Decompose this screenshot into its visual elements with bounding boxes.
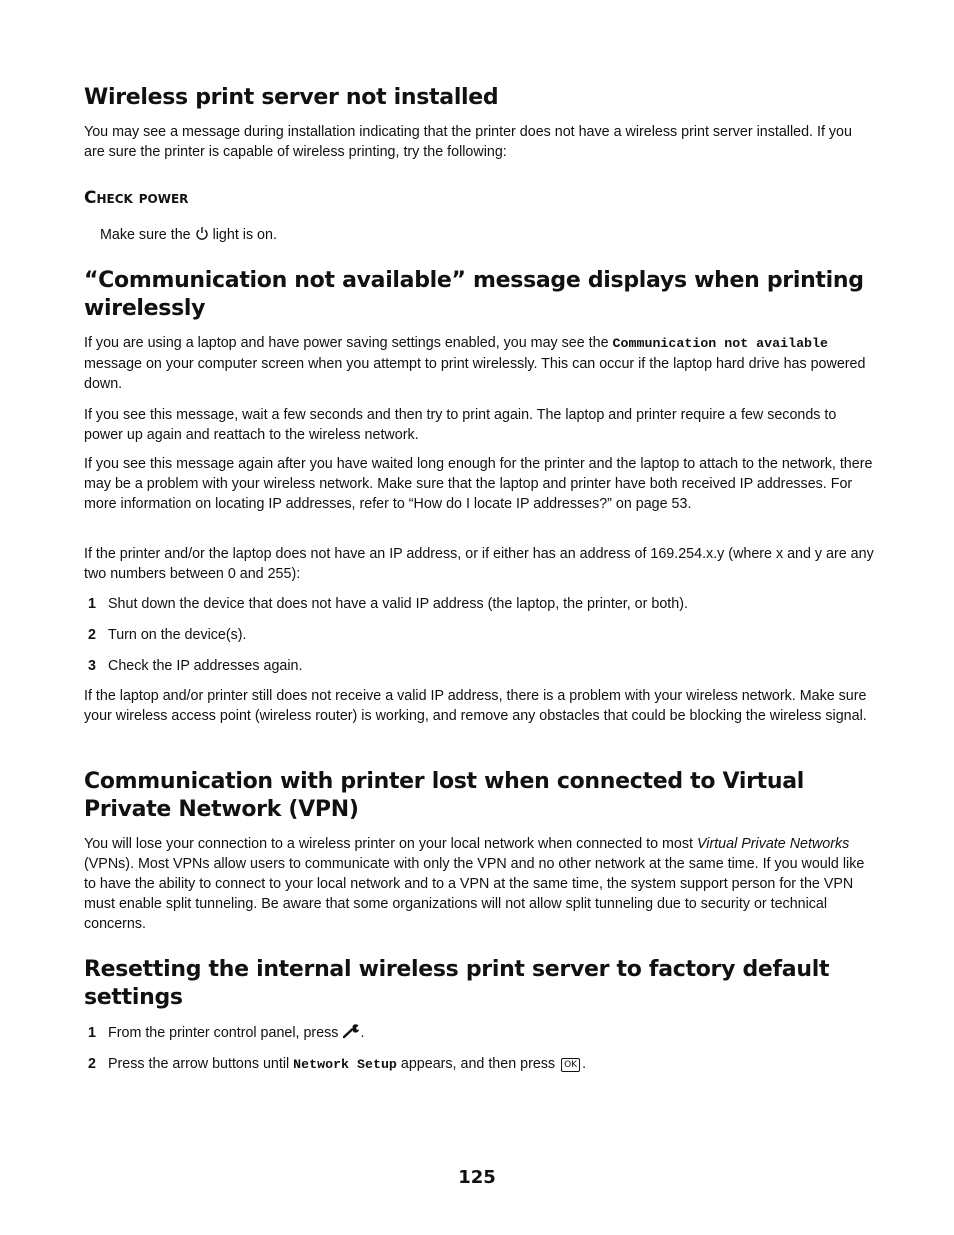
step-number: 2 xyxy=(88,627,96,643)
step-text: From the printer control panel, press . xyxy=(108,1025,365,1041)
power-icon xyxy=(195,226,209,241)
step-text: Shut down the device that does not have a valid IP address (the laptop, the printer, or both). xyxy=(108,596,688,612)
step-text: Press the arrow buttons until Network Setup appears, and then press OK . xyxy=(108,1056,587,1072)
heading-reset-print-server: Resetting the internal wireless print server to factory default settings xyxy=(84,957,830,1010)
term-virtual-private-networks: Virtual Private Networks xyxy=(696,836,850,852)
code-network-setup: Network Setup xyxy=(293,1057,397,1072)
code-communication-not-available: Communication not available xyxy=(612,336,828,351)
paragraph-print-server-intro: You may see a message during installation indicating that the printer does not have a wireless print server installed. If you are sure the printer is capable of wireless printing, try the following: xyxy=(84,124,852,160)
paragraph-no-ip-address: If the printer and/or the laptop does not have an IP address, or if either has an address of 169.254.x.y (where x and y are any two numbers between 0 and 255): xyxy=(84,546,874,582)
subheading-check-power: Check power xyxy=(84,188,189,208)
ok-button-icon: OK xyxy=(561,1058,580,1072)
heading-wireless-print-server: Wireless print server not installed xyxy=(84,85,499,110)
paragraph-check-power: Make sure the light is on. xyxy=(100,227,277,243)
heading-communication-not-available: “Communication not available” message displays when printing wirelessly xyxy=(84,268,864,321)
step-number: 2 xyxy=(88,1056,96,1072)
step-number: 1 xyxy=(88,1025,96,1041)
heading-vpn-connection-lost: Communication with printer lost when connected to Virtual Private Network (VPN) xyxy=(84,769,805,822)
paragraph-network-problem: If you see this message again after you have waited long enough for the printer and the laptop to attach to the network, there may be a problem with your wireless network. Make sure that the laptop and printer have both received IP addresses. For more information on locating IP addresses, refer to “How do I locate IP addresses?” on page 53. xyxy=(84,456,873,512)
step-number: 3 xyxy=(88,658,96,674)
step-number: 1 xyxy=(88,596,96,612)
wrench-icon xyxy=(342,1023,360,1039)
paragraph-laptop-power-saving: If you are using a laptop and have power saving settings enabled, you may see the Communication not available message on your computer screen when you attempt to print wirelessly. This can occur if the laptop hard drive has powered down. xyxy=(84,335,866,392)
paragraph-invalid-ip: If the laptop and/or printer still does not receive a valid IP address, there is a problem with your wireless network. Make sure your wireless access point (wireless router) is working, and remove any obstacles that could be blocking the wireless signal. xyxy=(84,688,867,724)
step-text: Check the IP addresses again. xyxy=(108,658,303,674)
paragraph-wait-and-retry: If you see this message, wait a few seconds and then try to print again. The laptop and printer require a few seconds to power up again and reattach to the wireless network. xyxy=(84,407,837,443)
paragraph-vpn: You will lose your connection to a wireless printer on your local network when connected to most Virtual Private Networks (VPNs). Most VPNs allow users to communicate with only the VPN and no other network at the same time. If you would like to have the ability to connect to your local network and to a VPN at the same time, the system support person for the VPN must enable split tunneling. Be aware that some organizations will not allow split tunneling due to security or technical concerns. xyxy=(84,836,865,932)
step-text: Turn on the device(s). xyxy=(108,627,247,643)
page-number: 125 xyxy=(458,1167,496,1188)
